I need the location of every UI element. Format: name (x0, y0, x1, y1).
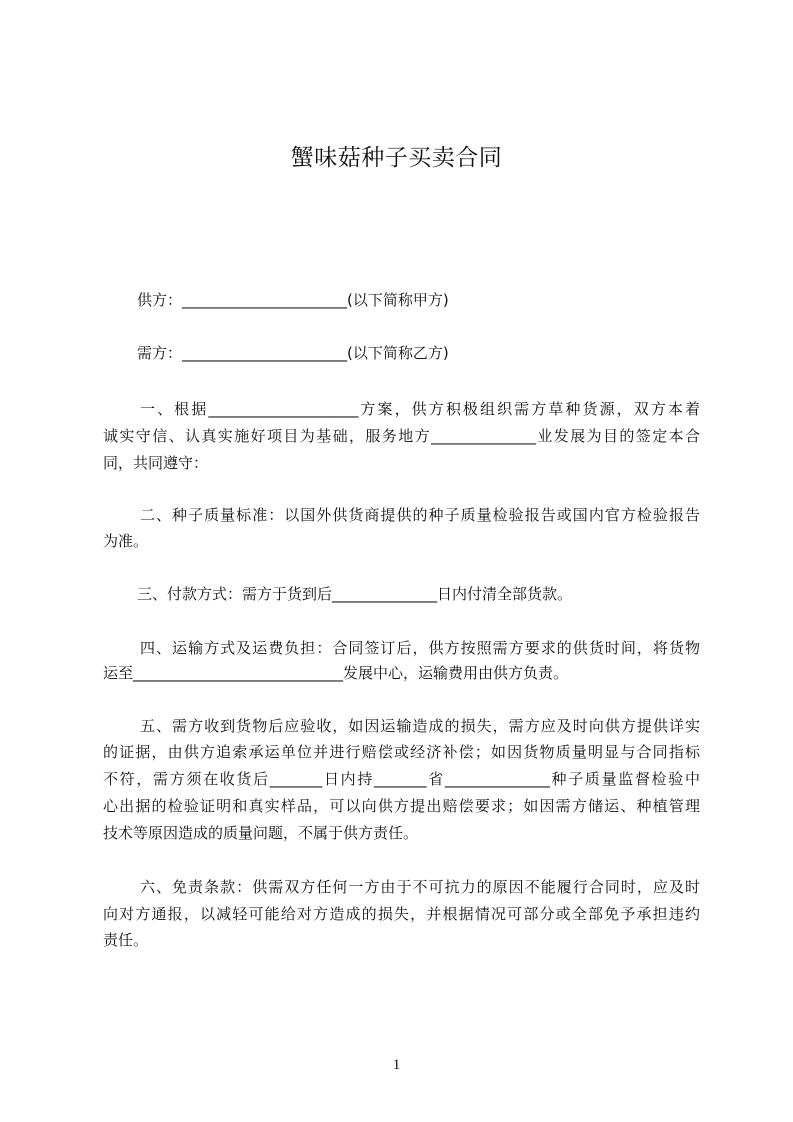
clause-6-line-3: 责任。 (103, 931, 149, 949)
clause-1-line-2: 诚实守信、认真实施好项目为基础，服务地方______________业发展为目的签定本合 (103, 427, 700, 445)
clause-3-line-1: 三、付款方式：需方于货到后______________日内付清全部货款。 (137, 585, 573, 603)
clause-1-line-1: 一、根据____________________方案，供方积极组织需方草种货源，双方本着 (140, 400, 700, 418)
clause-6-line-2: 向对方通报，以减轻可能给对方造成的损失，并根据情况可部分或全部免予承担违约 (103, 905, 700, 923)
supplier-line: 供方：______________________(以下简称甲方) (137, 291, 449, 309)
clause-1-line-3: 同，共同遵守： (103, 454, 209, 472)
page-title: 蟹味菇种子买卖合同 (290, 145, 503, 171)
clause-5-line-1: 五、需方收到货物后应验收，如因运输造成的损失，需方应及时向供方提供详实 (140, 717, 700, 735)
clause-5-line-4: 心出据的检验证明和真实样品，可以向供方提出赔偿要求；如因需方储运、种植管理 (103, 797, 700, 815)
page-number: 1 (392, 1057, 401, 1073)
clause-5-line-5: 技术等原因造成的质量问题，不属于供方责任。 (103, 824, 419, 842)
clause-4-line-1: 四、运输方式及运费负担：合同签订后，供方按照需方要求的供货时间，将货物 (140, 639, 700, 657)
clause-5-line-2: 的证据，由供方追索承运单位并进行赔偿或经济补偿；如因货物质量明显与合同指标 (103, 743, 700, 761)
clause-4-line-2: 运至____________________________发展中心，运输费用由供方负责。 (103, 664, 569, 682)
clause-2-line-1: 二、种子质量标准：以国外供货商提供的种子质量检验报告或国内官方检验报告 (140, 506, 700, 524)
buyer-line: 需方：______________________(以下简称乙方) (137, 344, 449, 362)
clause-2-line-2: 为准。 (103, 532, 149, 550)
clause-6-line-1: 六、免责条款：供需双方任何一方由于不可抗力的原因不能履行合同时，应及时 (140, 878, 700, 896)
clause-5-line-3: 不符，需方须在收货后_______日内持_______省______________种子质量监督检验中 (103, 770, 700, 788)
